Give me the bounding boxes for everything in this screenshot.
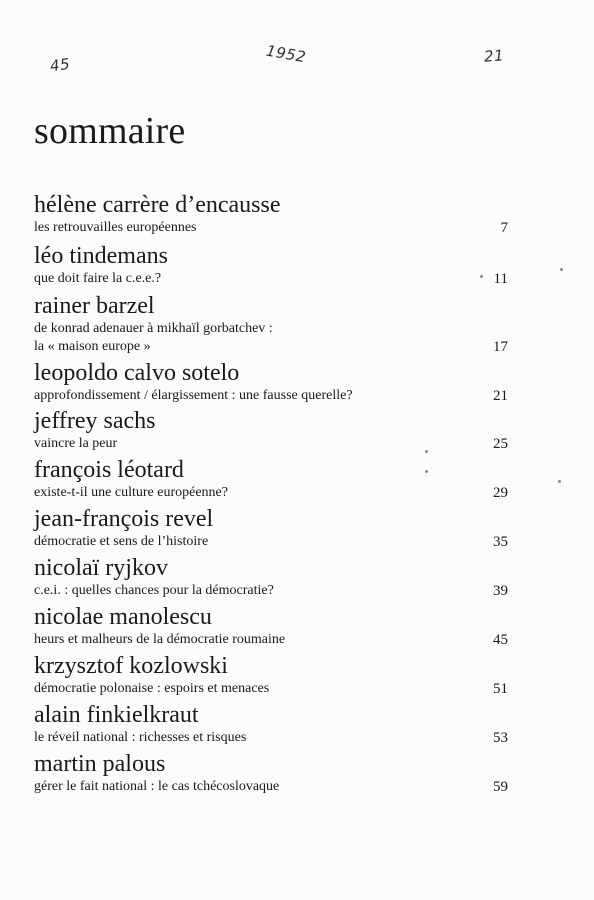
toc-page-number: 29 <box>493 485 508 501</box>
toc-author: martin palous <box>34 751 166 777</box>
toc-page-number: 21 <box>493 388 508 404</box>
toc-subtitle: gérer le fait national : le cas tchécoslovaque <box>34 779 280 794</box>
toc-subtitle: approfondissement / élargissement : une fausse querelle? <box>34 388 353 403</box>
page-title: sommaire <box>34 110 186 153</box>
toc-author: françois léotard <box>34 457 184 483</box>
toc-author: alain finkielkraut <box>34 702 199 728</box>
toc-entry <box>34 457 514 502</box>
toc-entry <box>34 360 514 405</box>
handwritten-note-center: 1952 <box>264 41 308 67</box>
toc-page-number: 53 <box>493 730 508 746</box>
toc-entry <box>34 555 514 600</box>
toc-entry <box>34 653 514 698</box>
toc-subtitle: le réveil national : richesses et risques <box>34 730 247 745</box>
toc-subtitle: les retrouvailles européennes <box>34 220 197 235</box>
table-of-contents <box>34 192 514 796</box>
toc-subtitle: c.e.i. : quelles chances pour la démocratie? <box>34 583 274 598</box>
toc-subtitle: la « maison europe » <box>34 339 151 354</box>
toc-author: jeffrey sachs <box>34 408 156 434</box>
scan-speck <box>425 470 428 473</box>
handwritten-note-right: 21 <box>483 46 505 66</box>
toc-author: krzysztof kozlowski <box>34 653 228 679</box>
toc-page-number: 59 <box>493 779 508 795</box>
toc-page-number: 51 <box>493 681 508 697</box>
toc-subtitle: existe-t-il une culture européenne? <box>34 485 228 500</box>
scan-speck <box>425 450 428 453</box>
scan-speck <box>560 268 563 271</box>
handwritten-note-left: 45 <box>48 54 72 76</box>
toc-author: hélène carrère d’encausse <box>34 192 281 218</box>
toc-author: léo tindemans <box>34 243 168 269</box>
toc-author: nicolae manolescu <box>34 604 212 630</box>
toc-subtitle: démocratie polonaise : espoirs et menaces <box>34 681 270 696</box>
toc-entry <box>34 293 514 356</box>
toc-page-number: 7 <box>500 220 508 236</box>
toc-subtitle: que doit faire la c.e.e.? <box>34 271 162 286</box>
scan-speck <box>480 275 483 278</box>
toc-subtitle: de konrad adenauer à mikhaïl gorbatchev : <box>34 321 273 336</box>
toc-page-number: 11 <box>493 271 508 287</box>
toc-entry <box>34 192 514 237</box>
toc-author: rainer barzel <box>34 293 155 319</box>
toc-subtitle: démocratie et sens de l’histoire <box>34 534 209 549</box>
toc-entry <box>34 243 514 288</box>
toc-page-number: 17 <box>493 339 508 355</box>
toc-page-number: 45 <box>493 632 508 648</box>
toc-author: leopoldo calvo sotelo <box>34 360 240 386</box>
toc-page-number: 35 <box>493 534 508 550</box>
toc-entry <box>34 506 514 551</box>
toc-author: nicolaï ryjkov <box>34 555 168 581</box>
toc-author: jean-françois revel <box>34 506 214 532</box>
toc-subtitle: heurs et malheurs de la démocratie roumaine <box>34 632 286 647</box>
toc-entry <box>34 604 514 649</box>
toc-page-number: 39 <box>493 583 508 599</box>
toc-entry <box>34 751 514 796</box>
toc-subtitle: vaincre la peur <box>34 436 118 451</box>
toc-entry <box>34 408 514 453</box>
toc-page-number: 25 <box>493 436 508 452</box>
toc-entry <box>34 702 514 747</box>
scan-speck <box>558 480 561 483</box>
